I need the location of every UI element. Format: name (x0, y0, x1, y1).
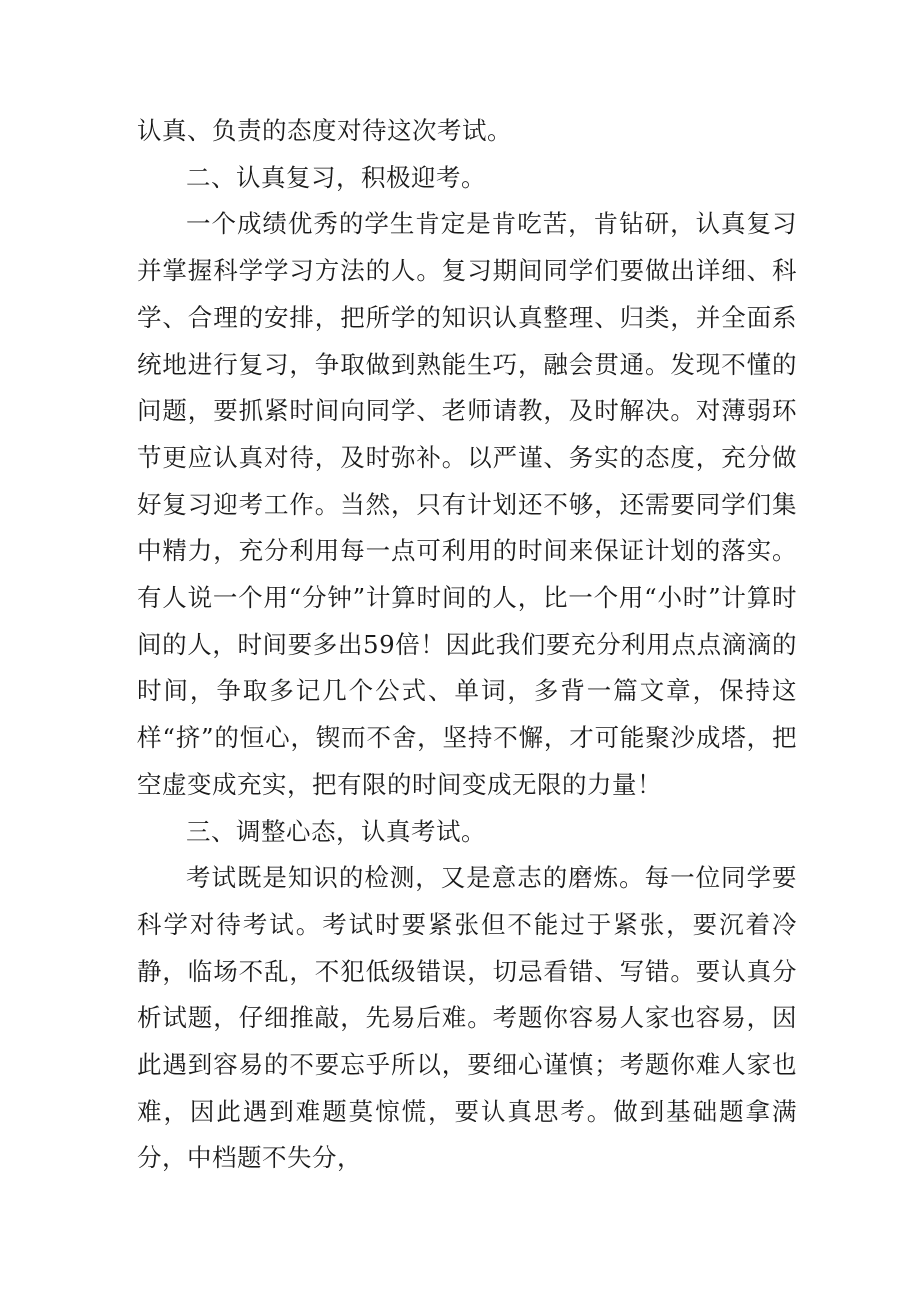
paragraph-review: 一个成绩优秀的学生肯定是肯吃苦，肯钻研，认真复习并掌握科学学习方法的人。复习期间同学们要做出详细、科学、合理的安排，把所学的知识认真整理、归类，并全面系统地进行复习，争取做到熟能生巧，融会贯通。发现不懂的问题，要抓紧时间向同学、老师请教，及时解决。对薄弱环节更应认真对待，及时弥补。以严谨、务实的态度，充分做好复习迎考工作。当然，只有计划还不够，还需要同学们集中精力，充分利用每一点可利用的时间来保证计划的落实。有人说一个用“分钟”计算时间的人，比一个用“小时”计算时间的人，时间要多出59倍！因此我们要充分利用点点滴滴的时间，争取多记几个公式、单词，多背一篇文章，保持这样“挤”的恒心，锲而不舍，坚持不懈，才可能聚沙成塔，把空虚变成充实，把有限的时间变成无限的力量！ (137, 209, 797, 799)
paragraph-continuation: 认真、负责的态度对待这次考试。 (137, 116, 512, 145)
paragraph-exam: 考试既是知识的检测，又是意志的磨炼。每一位同学要科学对待考试。考试时要紧张但不能过于紧张，要沉着冷静，临场不乱，不犯低级错误，切忌看错、写错。要认真分析试题，仔细推敲，先易后难。考题你容易人家也容易，因此遇到容易的不要忘乎所以，要细心谨慎；考题你难人家也难，因此遇到难题莫惊慌，要认真思考。做到基础题拿满分，中档题不失分， (137, 863, 797, 1173)
section-heading-exam: 三、调整心态，认真考试。 (186, 816, 486, 846)
section-heading-review: 二、认真复习，积极迎考。 (186, 162, 486, 192)
document-body (137, 108, 797, 1182)
